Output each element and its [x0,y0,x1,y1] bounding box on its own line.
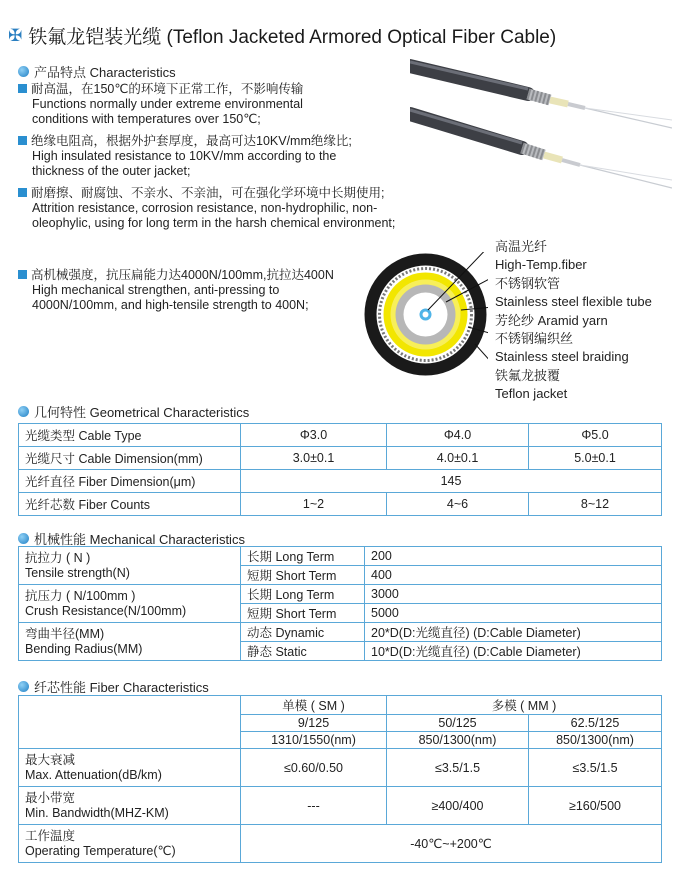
table-row [19,825,662,863]
legend-item: 不锈钢软管 [495,275,561,291]
table-cell: 8~12 [529,493,662,516]
table-cell: 1310/1550(nm) [241,732,387,749]
table-cell: 光纤直径 Fiber Dimension(μm) [19,470,241,493]
mechanical-table [18,546,662,661]
table-cell [19,696,241,749]
table-row [19,787,662,825]
square-bullet-icon [18,84,27,93]
legend-item: 高温光纤 [495,239,548,254]
cross-icon: ✠ [8,25,23,45]
table-cell: 9/125 [241,715,387,732]
table-row [19,585,662,604]
table-cell: 1~2 [241,493,387,516]
feature-cn: 耐高温，在150℃的环境下正常工作，不影响传输 [31,82,304,96]
table-cell: 光缆类型 Cable Type [19,424,241,447]
table-cell: 20*D(D:光缆直径) (D:Cable Diameter) [365,623,662,642]
table-cell [19,787,241,825]
row-label-cn: 最小带宽 [25,790,76,805]
feature-cn: 高机械强度，抗压扁能力达4000N/100mm,抗拉达400N [31,268,334,282]
table-row [19,623,662,642]
feature-item [18,186,418,231]
feature-en: Functions normally under extreme environmental conditions with temperatures over 150℃; [32,97,303,126]
square-bullet-icon [18,270,27,279]
table-cell: 3.0±0.1 [241,447,387,470]
feature-item [18,268,418,313]
characteristics-heading-text: 产品特点 Characteristics [34,65,176,80]
mechanical-heading-text: 机械性能 Mechanical Characteristics [34,532,245,547]
group-cn: 抗压力 ( N/100mm ) [25,588,136,603]
legend-item: Stainless steel braiding [495,349,629,365]
row-label-en: Operating Temperature(℃) [25,843,176,858]
table-cell: ≥400/400 [387,787,529,825]
table-cell: 62.5/125 [529,715,662,732]
table-cell [19,623,241,661]
row-label-cn: 工作温度 [25,828,76,843]
table-cell: 50/125 [387,715,529,732]
square-bullet-icon [18,136,27,145]
legend-item: High-Temp.fiber [495,257,587,273]
table-cell: ≤0.60/0.50 [241,749,387,787]
fiber-table [18,695,662,863]
table-cell: 动态 Dynamic [241,623,365,642]
table-row [19,547,662,566]
table-row [19,447,662,470]
legend-item: Teflon jacket [495,386,568,402]
table-cell: 5000 [365,604,662,623]
table-cell: 光纤芯数 Fiber Counts [19,493,241,516]
feature-en: High mechanical strengthen, anti-pressing to 4000N/100mm, and high-tensile strength to 400N; [32,283,309,312]
table-cell [19,825,241,863]
table-row [19,470,662,493]
group-cn: 抗拉力 ( N ) [25,550,91,565]
fiber-heading-text: 纤芯性能 Fiber Characteristics [34,680,209,695]
bullet-dot-icon [18,406,29,417]
table-cell: Φ4.0 [387,424,529,447]
geometrical-heading [18,402,249,421]
table-cell: ≤3.5/1.5 [529,749,662,787]
table-cell: 145 [241,470,662,493]
table-cell: Φ3.0 [241,424,387,447]
structure-legend [495,238,652,404]
table-cell: 850/1300(nm) [529,732,662,749]
legend-item: Stainless steel flexible tube [495,294,652,310]
table-row [19,696,662,715]
table-cell: ≥160/500 [529,787,662,825]
page-title-text: 铁氟龙铠装光缆 (Teflon Jacketed Armored Optical Fiber Cable) [28,27,557,48]
row-label-en: Max. Attenuation(dB/km) [25,767,162,782]
table-cell: ≤3.5/1.5 [387,749,529,787]
legend-item: 不锈钢编织丝 [495,331,574,347]
table-cell: 短期 Short Term [241,604,365,623]
table-cell: 短期 Short Term [241,566,365,585]
feature-item [18,82,418,127]
table-cell: 多模 ( MM ) [387,696,662,715]
feature-en: High insulated resistance to 10KV/mm according to the thickness of the outer jacket; [32,149,337,178]
cable-photo [410,56,672,196]
feature-cn: 绝缘电阻高，根据外护套厚度，最高可达10KV/mm绝缘比; [31,134,352,148]
table-cell: 5.0±0.1 [529,447,662,470]
table-cell: 光缆尺寸 Cable Dimension(mm) [19,447,241,470]
table-cell: Φ5.0 [529,424,662,447]
feature-cn: 耐磨擦、耐腐蚀、不亲水、不亲油，可在强化学环境中长期使用; [31,186,385,200]
feature-en: Attrition resistance, corrosion resistance, non-hydrophilic, non-oleophylic, using for long term in the harsh chemical environment; [32,201,396,230]
table-cell: 静态 Static [241,642,365,661]
table-cell: 3000 [365,585,662,604]
square-bullet-icon [18,188,27,197]
group-cn: 弯曲半径(MM) [25,626,105,641]
table-cell: 4~6 [387,493,529,516]
bullet-dot-icon [18,533,29,544]
table-cell: -40℃~+200℃ [241,825,662,863]
group-en: Crush Resistance(N/100mm) [25,603,187,618]
row-label-cn: 最大衰减 [25,752,76,767]
table-cell [19,585,241,623]
feature-item [18,134,418,179]
bullet-dot-icon [18,681,29,692]
table-cell: 200 [365,547,662,566]
fiber-heading [18,677,209,696]
table-cell [19,547,241,585]
bullet-dot-icon [18,66,29,77]
table-cell [19,749,241,787]
table-cell: 10*D(D:光缆直径) (D:Cable Diameter) [365,642,662,661]
cable-cross-section [363,252,488,377]
table-cell: 850/1300(nm) [387,732,529,749]
table-cell: --- [241,787,387,825]
table-cell: 4.0±0.1 [387,447,529,470]
table-row [19,424,662,447]
group-en: Bending Radius(MM) [25,641,143,656]
legend-item: 芳纶纱 Aramid yarn [495,312,608,328]
group-en: Tensile strength(N) [25,565,130,580]
geometrical-table [18,423,662,516]
table-cell: 长期 Long Term [241,547,365,566]
row-label-en: Min. Bandwidth(MHZ-KM) [25,805,169,820]
characteristics-heading [18,62,176,81]
geometrical-heading-text: 几何特性 Geometrical Characteristics [34,405,250,420]
page-title [8,22,556,49]
table-row [19,493,662,516]
table-cell: 400 [365,566,662,585]
legend-item: 铁氟龙披覆 [495,367,561,383]
table-cell: 单模 ( SM ) [241,696,387,715]
table-cell: 长期 Long Term [241,585,365,604]
table-row [19,749,662,787]
